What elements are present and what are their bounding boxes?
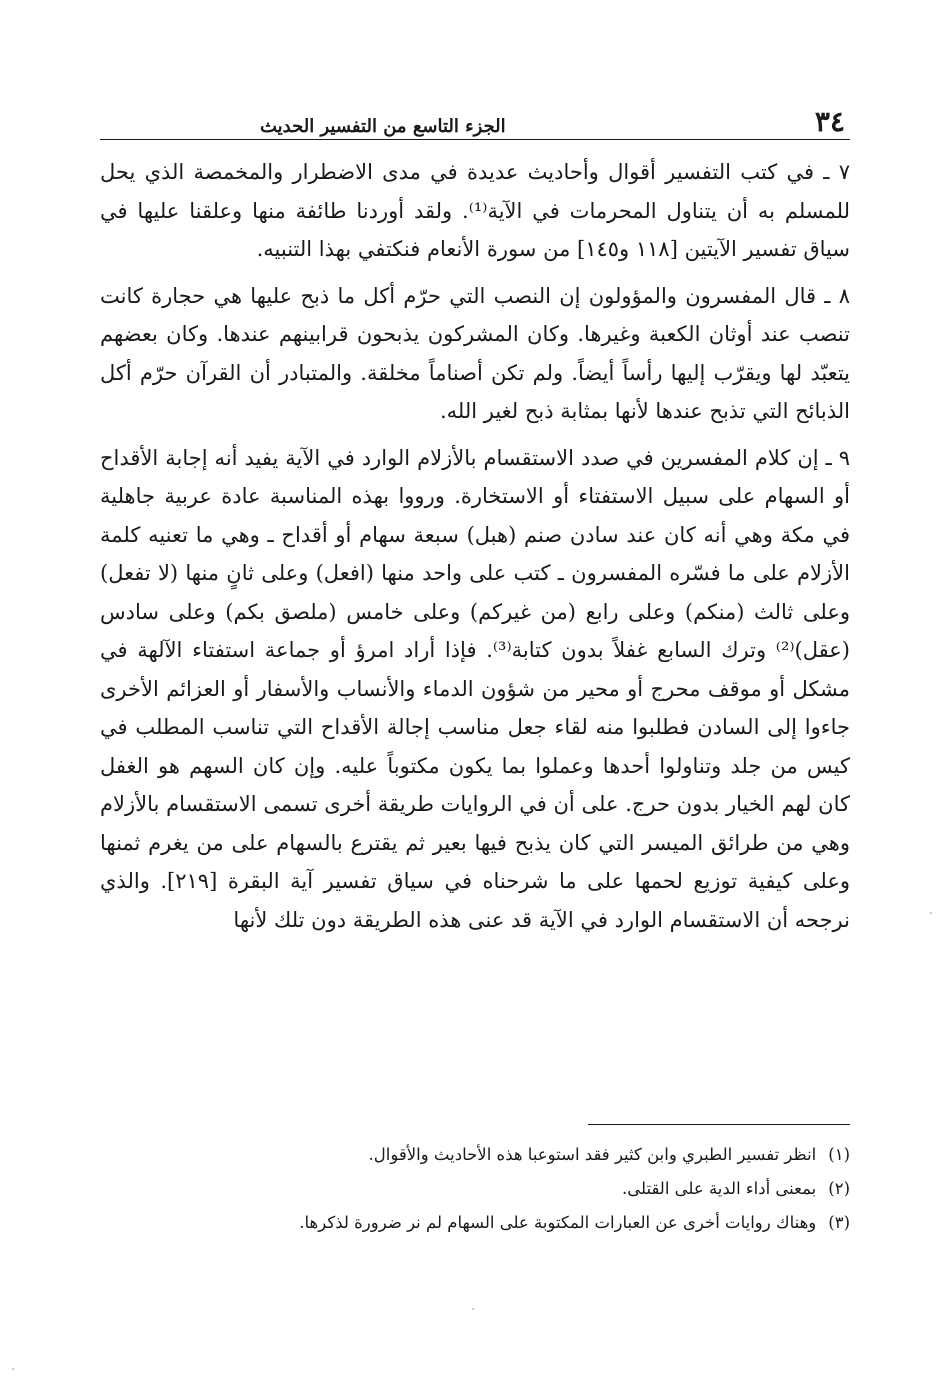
footnote-marker: (٢) <box>828 1179 850 1198</box>
footnote-2 <box>100 1172 850 1206</box>
header-divider <box>100 139 850 140</box>
footnote-1 <box>100 1138 850 1172</box>
footnote-3 <box>100 1206 850 1240</box>
paragraph-7: ٧ ـ في كتب التفسير أقوال وأحاديث عديدة في مدى الاضطرار والمخمصة الذي يحل للمسلم به أن يتناول المحرمات في الآية⁽¹⁾. ولقد أوردنا طائفة منها وعلقنا عليها في سياق تفسير الآيتين [١١٨ و١٤٥] من سورة الأنعام فنكتفي بهذا التنبيه. <box>100 160 850 261</box>
page-header <box>100 100 850 136</box>
footnote-divider <box>588 1124 850 1125</box>
footnote-text: انظر تفسير الطبري وابن كثير فقد استوعبا هذه الأحاديث والأقوال. <box>368 1145 817 1164</box>
body-text <box>100 153 850 947</box>
paragraph-8: ٨ ـ قال المفسرون والمؤولون إن النصب التي حرّم أكل ما ذبح عليها هي حجارة كانت تنصب عند أوثان الكعبة وغيرها. وكان المشركون يذبحون قرابينهم عندها. وكان بعضهم يتعبّد لها ويقرّب إليها رأساً أيضاً. ولم تكن أصناماً مخلقة. والمتبادر أن القرآن حرّم أكل الذبائح التي تذبح عندها لأنها بمثابة ذبح لغير الله. <box>100 283 850 423</box>
scan-speck <box>472 1308 474 1310</box>
running-title: الجزء التاسع من التفسير الحديث <box>260 116 506 137</box>
scan-speck <box>12 1368 14 1370</box>
footnote-text: بمعنى أداء الدية على القتلى. <box>622 1179 817 1198</box>
footnote-marker: (١) <box>828 1145 850 1164</box>
footnotes <box>100 1138 850 1240</box>
footnote-marker: (٣) <box>828 1213 850 1232</box>
paragraph-9: ٩ ـ إن كلام المفسرين في صدد الاستقسام بالأزلام الوارد في الآية يفيد أنه إجابة الأقداح أو السهام على سبيل الاستفتاء أو الاستخارة. ورووا بهذه المناسبة عادة عربية جاهلية في مكة وهي أنه كان عند سادن صنم (هبل) سبعة سهام أو أقداح ـ وهي ما تعنيه كلمة الأزلام على ما فسّره المفسرون ـ كتب على واحد منها (افعل) وعلى ثانٍ منها (لا تفعل) وعلى ثالث (منكم) وعلى رابع (من غيركم) وعلى خامس (ملصق بكم) وعلى سادس (عقل)⁽²⁾ وترك السابع غفلاً بدون كتابة⁽³⁾. فإذا أراد امرؤ أو جماعة استفتاء الآلهة في مشكل أو موقف محرج أو محير من شؤون الدماء والأنساب والأسفار أو العزائم الأخرى جاءوا إلى السادن فطلبوا منه لقاء جعل مناسب إجالة الأقداح التي تناسب المطلب في كيس من جلد وتناولوا أحدها وعملوا بما يكون مكتوباً عليه. وإن كان السهم هو الغفل كان لهم الخيار بدون حرج. على أن في الروايات طريقة أخرى تسمى الاستقسام بالأزلام وهي من طرائق الميسر التي كان يذبح فيها بعير ثم يقترع بالسهام على من يغرم ثمنها وعلى كيفية توزيع لحمها على ما شرحناه في سياق تفسير آية البقرة [٢١٩]. والذي نرجحه أن الاستقسام الوارد في الآية قد عنى هذه الطريقة دون تلك لأنها <box>100 445 850 932</box>
page-number: ٣٤ <box>814 105 845 138</box>
footnote-text: وهناك روايات أخرى عن العبارات المكتوبة على السهام لم نر ضرورة لذكرها. <box>299 1213 817 1232</box>
scan-speck <box>930 912 932 914</box>
